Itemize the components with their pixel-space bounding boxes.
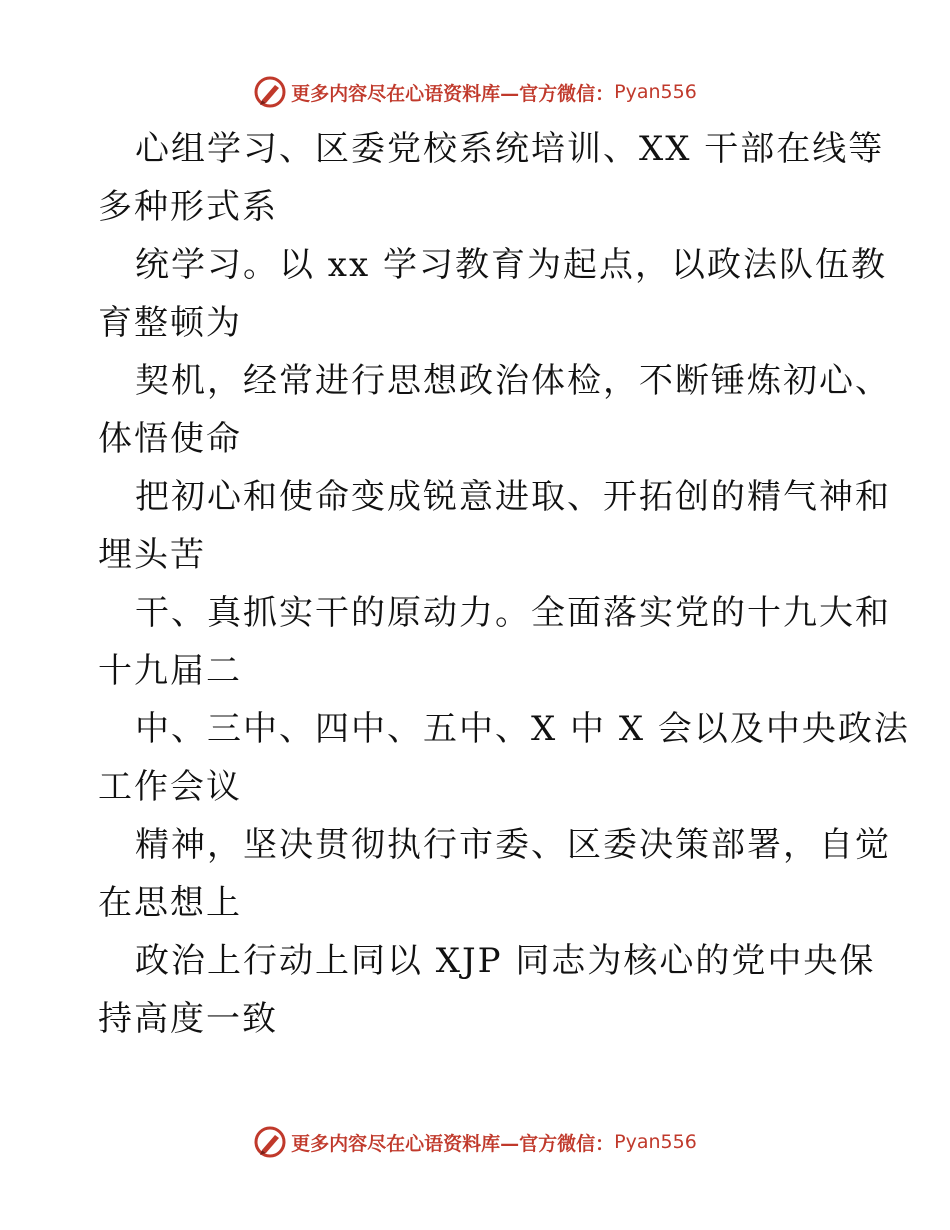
paragraph [98,932,898,1048]
text-line: 政治上行动上同以 XJP 同志为核心的党中央保 [135,941,876,981]
text-line: 多种形式系 [98,187,278,227]
text-line: 工作会议 [98,767,242,807]
pen-logo-icon [253,1125,287,1159]
document-body [98,120,910,1048]
header-banner-wechat-id: Pyan556 [614,81,697,103]
text-line: 体悟使命 [98,419,242,459]
footer-banner-text: 更多内容尽在心语资料库—官方微信： [291,1132,615,1155]
paragraph [98,120,898,236]
paragraph [98,584,898,700]
text-line: 干、真抓实干的原动力。全面落实党的十九大和 [135,593,891,633]
paragraph [98,352,898,468]
text-line: 中、三中、四中、五中、X 中 X 会以及中央政法 [135,709,910,749]
text-line: 契机，经常进行思想政治体检，不断锤炼初心、 [135,361,891,401]
text-line: 持高度一致 [98,999,278,1039]
text-line: 在思想上 [98,883,242,923]
footer-banner-wechat-id: Pyan556 [614,1131,697,1153]
text-line: 育整顿为 [98,303,242,343]
header-banner-text: 更多内容尽在心语资料库—官方微信： [291,82,615,105]
paragraph [98,816,898,932]
text-line: 把初心和使命变成锐意进取、开拓创的精气神和 [135,477,891,517]
text-line: 埋头苦 [98,535,206,575]
paragraph [98,468,898,584]
paragraph [98,236,898,352]
text-line: 十九届二 [98,651,242,691]
paragraph [98,700,910,816]
pen-logo-icon [253,75,287,109]
text-line: 精神，坚决贯彻执行市委、区委决策部署，自觉 [135,825,891,865]
footer-watermark-banner [0,1122,950,1162]
header-watermark-banner [0,72,950,112]
text-line: 统学习。以 xx 学习教育为起点，以政法队伍教 [135,245,887,285]
text-line: 心组学习、区委党校系统培训、XX 干部在线等 [135,129,885,169]
